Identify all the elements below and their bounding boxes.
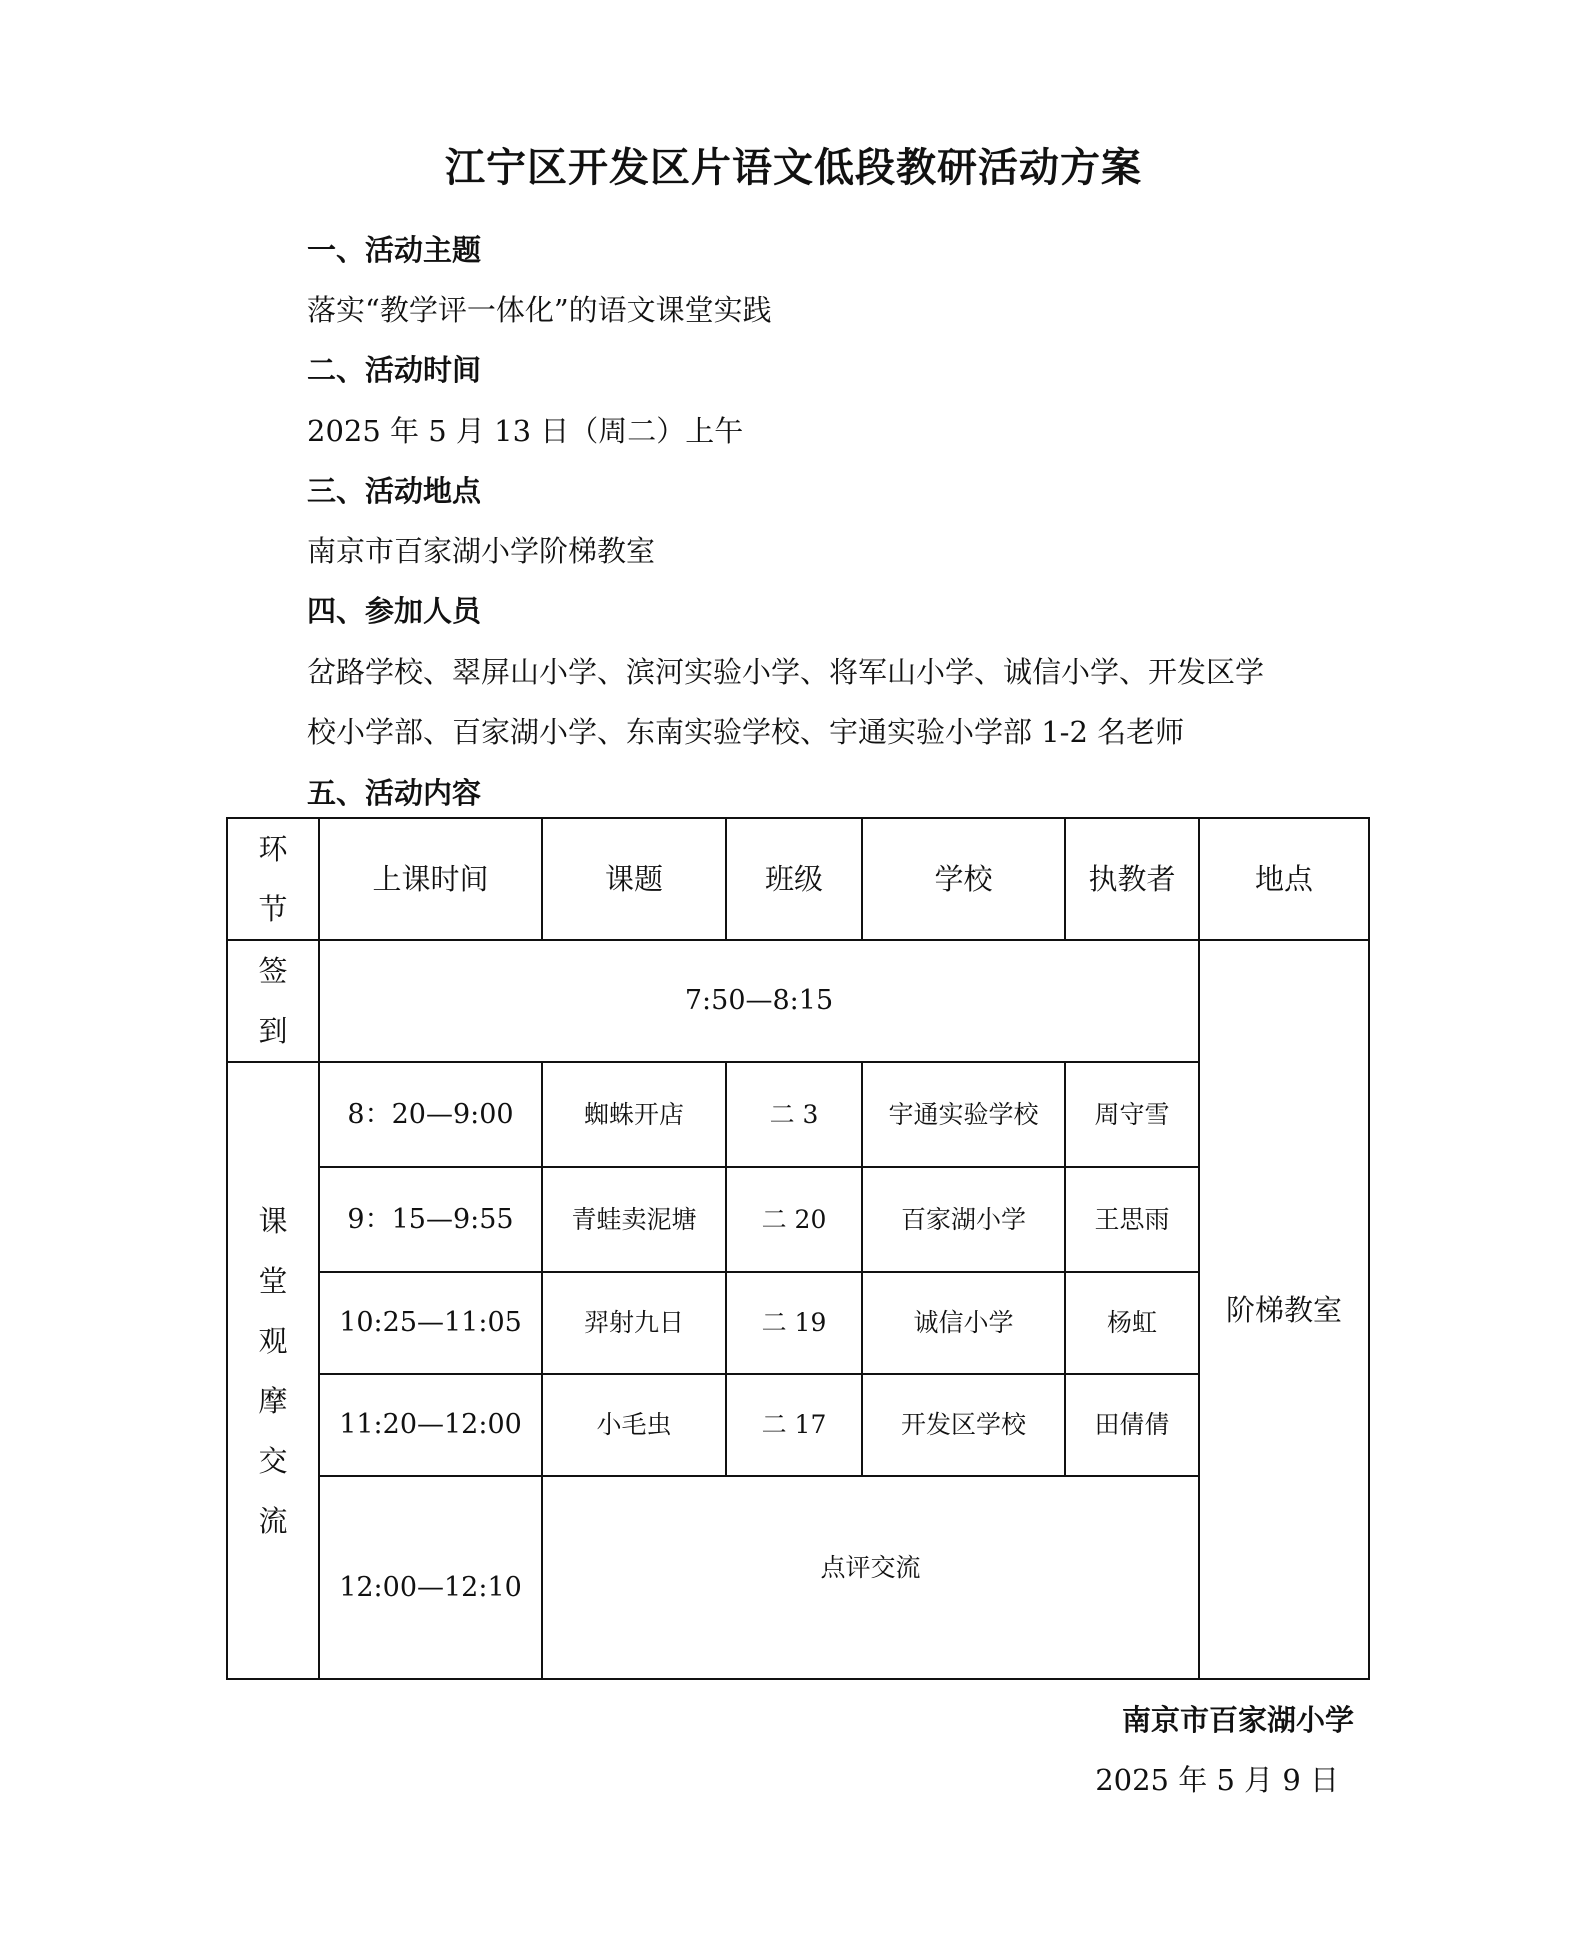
lesson-teacher: 周守雪 [1065, 1062, 1199, 1167]
people-text-line-2: 校小学部、百家湖小学、东南实验学校、宇通实验小学部 1-2 名老师 [307, 715, 1185, 749]
stage-observe: 课堂观摩交流 [227, 1062, 319, 1679]
table-row-review [227, 1476, 1369, 1679]
lesson-school: 诚信小学 [862, 1272, 1065, 1374]
lesson-time: 10:25—11:05 [319, 1272, 542, 1374]
lesson-teacher: 王思雨 [1065, 1167, 1199, 1272]
document-title: 江宁区开发区片语文低段教研活动方案 [445, 144, 1142, 191]
header-class: 班级 [726, 818, 862, 940]
time-text: 2025 年 5 月 13 日（周二）上午 [307, 414, 744, 448]
section-heading-place: 三、活动地点 [307, 474, 482, 508]
lesson-teacher: 田倩倩 [1065, 1374, 1199, 1476]
location-cell: 阶梯教室 [1199, 940, 1369, 1679]
lesson-teacher: 杨虹 [1065, 1272, 1199, 1374]
lesson-class: 二 17 [726, 1374, 862, 1476]
place-text: 南京市百家湖小学阶梯教室 [307, 534, 656, 568]
section-heading-theme: 一、活动主题 [307, 233, 482, 267]
signature-org: 南京市百家湖小学 [1121, 1703, 1354, 1737]
header-topic: 课题 [542, 818, 726, 940]
review-activity: 点评交流 [542, 1476, 1199, 1679]
section-heading-time: 二、活动时间 [307, 353, 482, 387]
lesson-class: 二 19 [726, 1272, 862, 1374]
lesson-time: 11:20—12:00 [319, 1374, 542, 1476]
table-row [227, 1374, 1369, 1476]
schedule-table [226, 817, 1370, 1680]
header-stage: 环节 [227, 818, 319, 940]
table-row [227, 1062, 1369, 1167]
signature-date: 2025 年 5 月 9 日 [1095, 1763, 1339, 1797]
theme-text: 落实“教学评一体化”的语文课堂实践 [307, 293, 772, 327]
lesson-topic: 小毛虫 [542, 1374, 726, 1476]
table-row-checkin [227, 940, 1369, 1062]
header-time: 上课时间 [319, 818, 542, 940]
header-location: 地点 [1199, 818, 1369, 940]
people-text-line-1: 岔路学校、翠屏山小学、滨河实验小学、将军山小学、诚信小学、开发区学 [307, 655, 1265, 689]
stage-checkin: 签到 [227, 940, 319, 1062]
lesson-school: 百家湖小学 [862, 1167, 1065, 1272]
section-heading-people: 四、参加人员 [307, 594, 482, 628]
lesson-class: 二 3 [726, 1062, 862, 1167]
lesson-topic: 羿射九日 [542, 1272, 726, 1374]
section-heading-content: 五、活动内容 [307, 776, 482, 810]
table-row [227, 1167, 1369, 1272]
header-school: 学校 [862, 818, 1065, 940]
lesson-topic: 青蛙卖泥塘 [542, 1167, 726, 1272]
checkin-time: 7:50—8:15 [319, 940, 1199, 1062]
header-teacher: 执教者 [1065, 818, 1199, 940]
lesson-topic: 蜘蛛开店 [542, 1062, 726, 1167]
lesson-time: 8：20—9:00 [319, 1062, 542, 1167]
table-header-row [227, 818, 1369, 940]
lesson-class: 二 20 [726, 1167, 862, 1272]
review-time: 12:00—12:10 [319, 1476, 542, 1679]
lesson-school: 宇通实验学校 [862, 1062, 1065, 1167]
table-row [227, 1272, 1369, 1374]
lesson-time: 9：15—9:55 [319, 1167, 542, 1272]
lesson-school: 开发区学校 [862, 1374, 1065, 1476]
